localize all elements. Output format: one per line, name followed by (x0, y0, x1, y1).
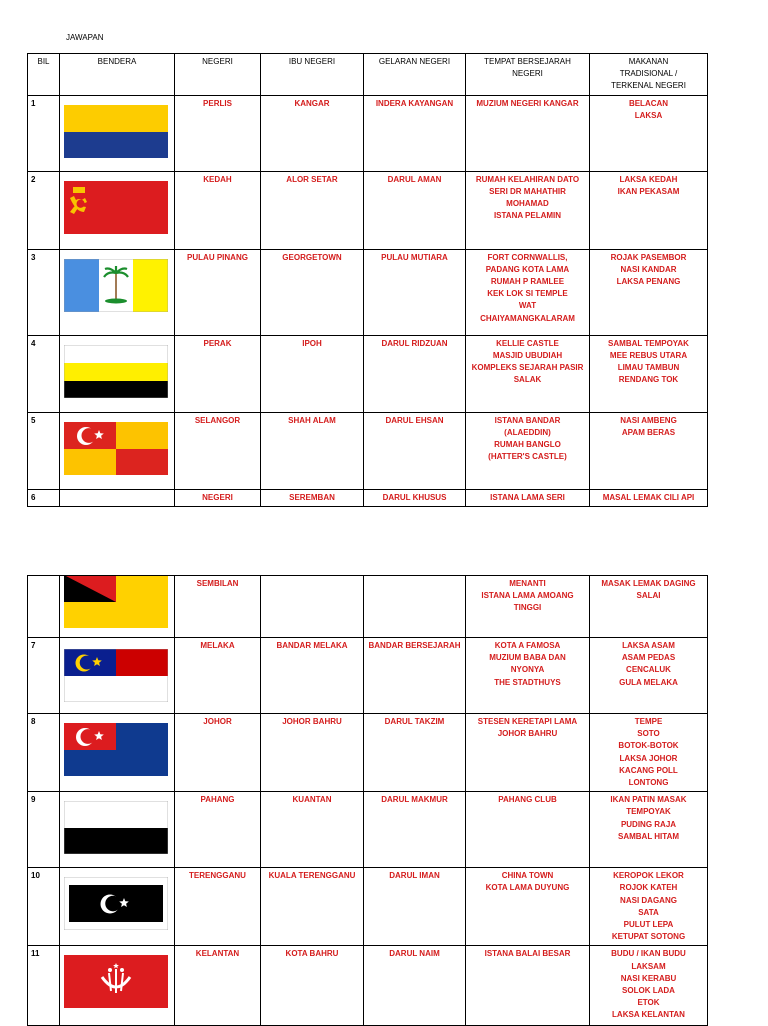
cell-text-line: NASI KANDAR (620, 264, 677, 274)
cell-text-line: MASAL LEMAK CILI API (602, 492, 695, 502)
cell-bil: 3 (28, 249, 60, 335)
cell-makanan (590, 412, 708, 489)
cell-text-line: IKAN PATIN MASAK (610, 795, 687, 805)
cell-text-line: MENANTI (509, 579, 546, 588)
cell-tempat (466, 335, 590, 412)
cell-text-line: RUMAH P RAMLEE (490, 277, 565, 287)
cell-bil: 9 (28, 792, 60, 868)
cell-text-line: IPOH (302, 338, 322, 348)
cell-ibu-negeri (261, 714, 364, 792)
cell-text-line: KOTA BAHRU (285, 949, 339, 959)
table-row (28, 249, 708, 335)
cell-text-line: ASAM PEDAS (621, 653, 676, 663)
cell-gelaran (364, 335, 466, 412)
cell-text-line: SHAH ALAM (288, 415, 336, 425)
cell-bil: 10 (28, 868, 60, 946)
cell-ibu-negeri (261, 489, 364, 506)
cell-text-line: KOTA LAMA DUYUNG (485, 883, 570, 893)
cell-text-line: TINGGI (513, 603, 542, 613)
cell-text-line: CHAIYAMANGKALARAM (480, 313, 575, 323)
cell-text-line: (HATTER'S CASTLE) (488, 452, 567, 462)
header-col-negeri: NEGERI (175, 54, 261, 96)
cell-text-line: ROJOK KATEH (619, 883, 678, 893)
cell-makanan (590, 714, 708, 792)
cell-text-line: PAHANG (200, 795, 235, 805)
table-row (28, 638, 708, 714)
cell-bil: 4 (28, 335, 60, 412)
cell-ibu-negeri (261, 868, 364, 946)
cell-makanan (590, 792, 708, 868)
cell-ibu-negeri (261, 249, 364, 335)
flag-johor (64, 723, 168, 776)
cell-text-line: ISTANA BANDAR (494, 415, 561, 425)
cell-ibu-negeri (261, 946, 364, 1026)
cell-text-line: LAKSA (634, 110, 663, 120)
cell-text-line: GULA MELAKA (619, 677, 678, 687)
states-table-part-2 (27, 575, 708, 1026)
cell-text-line: NASI KERABU (620, 973, 677, 983)
cell-tempat (466, 412, 590, 489)
answer-label: JAWAPAN (66, 33, 104, 42)
cell-makanan (590, 946, 708, 1026)
cell-text-line: KANGAR (294, 98, 330, 108)
cell-text-line: SEMBILAN (196, 579, 239, 588)
cell-text-line: PULAU PINANG (187, 252, 248, 262)
cell-bendera (60, 792, 175, 868)
cell-text-line: ROJAK PASEMBOR (610, 252, 687, 262)
cell-text-line: SEREMBAN (289, 492, 335, 502)
cell-gelaran (364, 412, 466, 489)
cell-text-line: TEMPAT BERSEJARAH (484, 57, 571, 66)
cell-text-line: DARUL MAKMUR (381, 795, 448, 805)
cell-gelaran (364, 576, 466, 638)
header-col-makanan (590, 54, 708, 96)
cell-text-line: KELANTAN (195, 949, 240, 959)
header-col-bil: BIL (28, 54, 60, 96)
cell-bil: 8 (28, 714, 60, 792)
cell-text-line: SELANGOR (194, 415, 241, 425)
flag-kelantan (64, 955, 168, 1008)
cell-bil: 1 (28, 95, 60, 171)
cell-negeri (175, 946, 261, 1026)
cell-tempat (466, 171, 590, 249)
flag-perak (64, 345, 168, 398)
cell-text-line: BANDAR MELAKA (276, 641, 348, 650)
cell-text-line: INDERA KAYANGAN (375, 98, 454, 108)
cell-text-line: KELLIE CASTLE (496, 338, 559, 348)
cell-bil: 2 (28, 171, 60, 249)
cell-text-line: ALOR SETAR (286, 174, 338, 184)
cell-text-line: DARUL AMAN (387, 174, 442, 184)
header-row (28, 54, 708, 96)
cell-text-line: KUANTAN (292, 795, 332, 805)
cell-bendera (60, 489, 175, 506)
table-row (28, 868, 708, 946)
cell-bendera (60, 714, 175, 792)
header-col-gelaran: GELARAN NEGERI (364, 54, 466, 96)
cell-text-line: LAKSAM (631, 961, 666, 971)
cell-text-line: MASJID UBUDIAH (492, 350, 563, 360)
cell-tempat (466, 576, 590, 638)
cell-negeri (175, 249, 261, 335)
cell-text-line: LAKSA JOHOR (619, 753, 678, 763)
cell-gelaran (364, 946, 466, 1026)
table-row (28, 792, 708, 868)
cell-negeri (175, 335, 261, 412)
cell-tempat (466, 249, 590, 335)
cell-negeri (175, 171, 261, 249)
cell-text-line: ISTANA BALAI BESAR (484, 949, 571, 959)
cell-text-line: TEMPOYAK (626, 807, 671, 817)
cell-ibu-negeri (261, 335, 364, 412)
cell-bil (28, 576, 60, 638)
cell-ibu-negeri (261, 638, 364, 714)
cell-text-line: LAKSA KEDAH (619, 174, 678, 184)
cell-makanan (590, 576, 708, 638)
cell-text-line: MUZIUM NEGERI KANGAR (476, 98, 579, 108)
cell-text-line: DARUL EHSAN (385, 415, 444, 425)
cell-makanan (590, 95, 708, 171)
cell-text-line: THE STADTHUYS (494, 677, 561, 687)
cell-text-line: NEGERI (512, 69, 543, 79)
cell-text-line: CHINA TOWN (501, 871, 554, 881)
cell-negeri (175, 489, 261, 506)
cell-tempat (466, 792, 590, 868)
flag-penang (64, 259, 168, 312)
cell-text-line: MELAKA (200, 641, 235, 650)
cell-text-line: SALAI (636, 591, 661, 601)
cell-bendera (60, 171, 175, 249)
cell-text-line: SALAK (513, 375, 542, 385)
cell-text-line: NASI AMBENG (620, 415, 677, 425)
cell-negeri (175, 792, 261, 868)
cell-text-line: JOHOR (203, 717, 232, 726)
table-row (28, 95, 708, 171)
cell-text-line: NYONYA (510, 665, 545, 675)
cell-gelaran (364, 95, 466, 171)
cell-text-line: IKAN PEKASAM (617, 186, 680, 196)
cell-tempat (466, 714, 590, 792)
cell-bil: 11 (28, 946, 60, 1026)
cell-tempat (466, 95, 590, 171)
cell-text-line: SOTO (637, 729, 660, 739)
cell-ibu-negeri (261, 576, 364, 638)
cell-text-line: MASAK LEMAK DAGING (601, 579, 696, 588)
cell-text-line: BUDU / IKAN BUDU (611, 949, 686, 959)
flag-perlis (64, 105, 168, 158)
cell-negeri (175, 714, 261, 792)
cell-text-line: WAT (518, 301, 537, 311)
cell-text-line: BELACAN (628, 98, 669, 108)
cell-gelaran (364, 489, 466, 506)
table-row (28, 489, 708, 506)
cell-bendera (60, 335, 175, 412)
flag-kedah (64, 181, 168, 234)
cell-makanan (590, 249, 708, 335)
cell-text-line: JOHOR BAHRU (497, 729, 558, 739)
header-col-bendera: BENDERA (60, 54, 175, 96)
cell-ibu-negeri (261, 95, 364, 171)
cell-text-line: NEGERI (202, 492, 233, 502)
table-row (28, 171, 708, 249)
cell-negeri (175, 412, 261, 489)
cell-text-line: SOLOK LADA (622, 986, 675, 996)
table-row (28, 412, 708, 489)
cell-text-line: KOTA A FAMOSA (494, 641, 561, 650)
cell-text-line: KACANG POLL (619, 765, 678, 775)
cell-text-line: TERKENAL NEGERI (611, 81, 686, 91)
cell-text-line: RUMAH BANGLO (494, 440, 561, 450)
cell-bendera (60, 946, 175, 1026)
cell-makanan (590, 335, 708, 412)
cell-gelaran (364, 638, 466, 714)
cell-text-line: RUMAH KELAHIRAN DATO (475, 174, 580, 184)
cell-text-line: PERAK (203, 338, 232, 348)
cell-text-line: DARUL NAIM (389, 949, 440, 959)
table-row (28, 714, 708, 792)
cell-text-line: ISTANA LAMA SERI (490, 492, 565, 502)
cell-gelaran (364, 792, 466, 868)
cell-text-line: PULAU MUTIARA (381, 252, 448, 262)
table-row (28, 946, 708, 1026)
cell-negeri (175, 638, 261, 714)
cell-bil: 6 (28, 489, 60, 506)
cell-bendera (60, 638, 175, 714)
states-table-part-1 (27, 53, 708, 507)
flag-pahang (64, 801, 168, 854)
cell-text-line: KOMPLEKS SEJARAH PASIR (471, 363, 584, 373)
cell-gelaran (364, 868, 466, 946)
cell-text-line: FORT CORNWALLIS, (487, 252, 568, 262)
cell-text-line: STESEN KERETAPI LAMA (477, 717, 578, 726)
cell-text-line: DARUL RIDZUAN (381, 338, 448, 348)
cell-text-line: KETUPAT SOTONG (611, 932, 686, 942)
cell-text-line: BOTOK-BOTOK (618, 741, 679, 751)
cell-text-line: KUALA TERENGGANU (268, 871, 356, 881)
cell-text-line: LAKSA KELANTAN (612, 1010, 685, 1020)
cell-text-line: LAKSA ASAM (622, 641, 675, 650)
cell-negeri (175, 95, 261, 171)
cell-bendera (60, 412, 175, 489)
cell-ibu-negeri (261, 412, 364, 489)
cell-tempat (466, 489, 590, 506)
cell-text-line: MOHAMAD (506, 199, 549, 209)
cell-text-line: LIMAU TAMBUN (617, 363, 680, 373)
cell-text-line: TERENGGANU (189, 871, 246, 881)
cell-text-line: (ALAEDDIN) (504, 427, 551, 437)
cell-text-line: RENDANG TOK (618, 375, 679, 385)
table-row (28, 576, 708, 638)
cell-ibu-negeri (261, 171, 364, 249)
cell-makanan (590, 868, 708, 946)
cell-text-line: KEDAH (203, 174, 232, 184)
cell-text-line: PUDING RAJA (620, 819, 677, 829)
cell-text-line: PERLIS (203, 98, 232, 108)
cell-gelaran (364, 714, 466, 792)
cell-text-line: LAKSA PENANG (616, 277, 681, 287)
cell-text-line: CENCALUK (626, 665, 671, 675)
cell-text-line: DARUL IMAN (389, 871, 440, 881)
cell-gelaran (364, 171, 466, 249)
cell-text-line: DARUL TAKZIM (384, 717, 445, 726)
cell-text-line: KEK LOK SI TEMPLE (487, 289, 568, 299)
cell-text-line: LONTONG (628, 778, 669, 788)
flag-terengganu (64, 877, 168, 930)
cell-negeri (175, 868, 261, 946)
cell-ibu-negeri (261, 792, 364, 868)
cell-text-line: SAMBAL HITAM (617, 831, 680, 841)
cell-text-line: GEORGETOWN (282, 252, 342, 262)
cell-text-line: PAHANG CLUB (498, 795, 557, 805)
cell-text-line: NASI DAGANG (620, 895, 677, 905)
cell-text-line: MUZIUM BABA DAN (489, 653, 566, 663)
cell-text-line: TRADISIONAL / (619, 69, 678, 79)
cell-text-line: SERI DR MAHATHIR (489, 186, 566, 196)
cell-text-line: ETOK (637, 998, 660, 1008)
flag-nsembilan (64, 576, 168, 629)
cell-makanan (590, 638, 708, 714)
cell-gelaran (364, 249, 466, 335)
cell-text-line: DARUL KHUSUS (382, 492, 447, 502)
cell-text-line: APAM BERAS (621, 427, 676, 437)
flag-melaka (64, 649, 168, 702)
cell-tempat (466, 868, 590, 946)
cell-text-line: KEROPOK LEKOR (613, 871, 684, 881)
cell-text-line: PULUT LEPA (623, 920, 674, 930)
cell-bil: 5 (28, 412, 60, 489)
cell-bendera (60, 576, 175, 638)
cell-text-line: ISTANA PELAMIN (493, 211, 562, 221)
cell-text-line: SATA (638, 907, 659, 917)
header-col-ibu-negeri: IBU NEGERI (261, 54, 364, 96)
flag-selangor (64, 422, 168, 475)
header-col-tempat (466, 54, 590, 96)
cell-tempat (466, 638, 590, 714)
table-row (28, 335, 708, 412)
cell-bendera (60, 95, 175, 171)
cell-text-line: SAMBAL TEMPOYAK (608, 338, 689, 348)
cell-makanan (590, 489, 708, 506)
cell-text-line: JOHOR BAHRU (282, 717, 342, 726)
cell-text-line: MAKANAN (628, 57, 669, 66)
cell-makanan (590, 171, 708, 249)
cell-text-line: PADANG KOTA LAMA (485, 264, 570, 274)
cell-text-line: TEMPE (634, 717, 663, 726)
cell-bendera (60, 249, 175, 335)
cell-text-line: BANDAR BERSEJARAH (368, 641, 461, 650)
cell-bendera (60, 868, 175, 946)
cell-text-line: MEE REBUS UTARA (609, 350, 688, 360)
cell-bil: 7 (28, 638, 60, 714)
cell-tempat (466, 946, 590, 1026)
cell-text-line: ISTANA LAMA AMOANG (481, 591, 574, 601)
cell-negeri (175, 576, 261, 638)
